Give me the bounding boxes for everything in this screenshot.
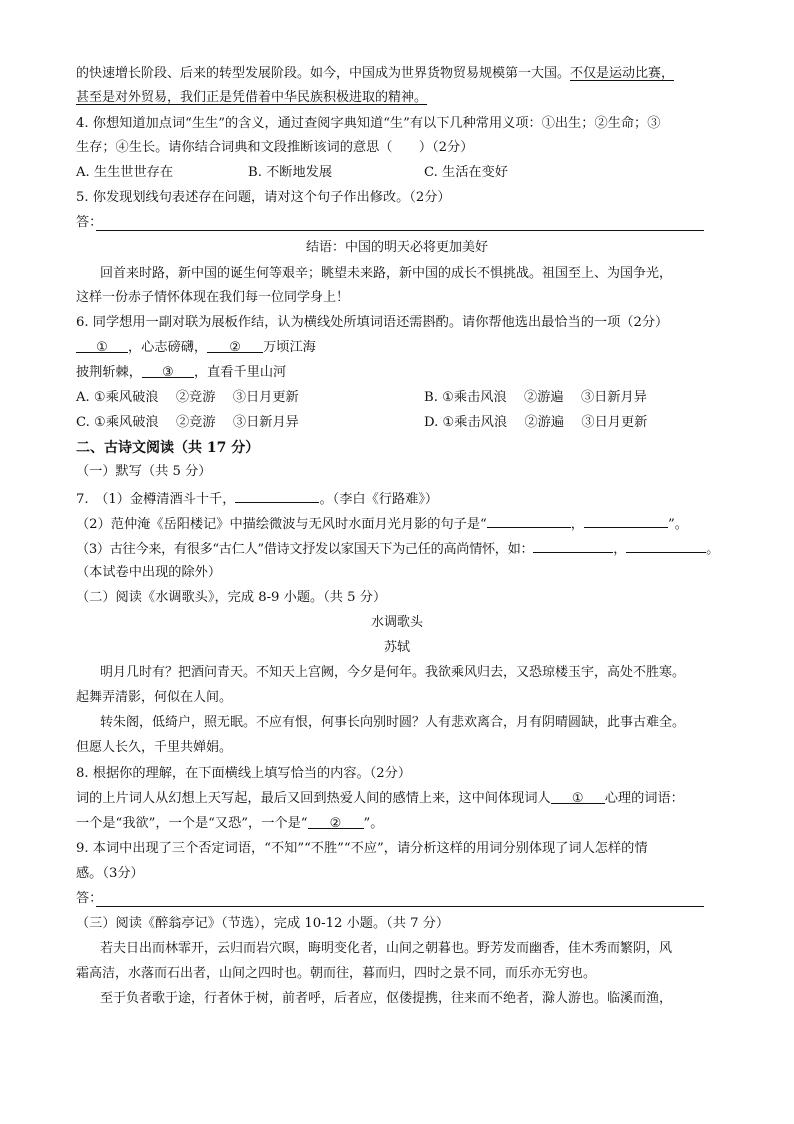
q6-option-d[interactable]: D. ①乘击风浪 ②游遍 ③日月更新 (424, 415, 648, 430)
q4-option-c[interactable]: C. 生活在变好 (424, 165, 508, 180)
underlined-sentence: 不仅是运动比赛， (570, 66, 675, 81)
q6-option-a[interactable]: A. ①乘风破浪 ②竞游 ③日月更新 (76, 390, 299, 405)
q8-text: 一个是“我欲”，一个是“又恐”，一个是“ (76, 816, 308, 831)
prose-para-2: 至于负者歌于途，行者休于树，前者呼，后者应，伛偻提携，往来而不绝者，滁人游也。临溪而渔， (100, 991, 673, 1006)
q7-text: 。（李白《行路难》） (319, 492, 439, 507)
section-title: 二、古诗文阅读（共 17 分） (76, 440, 260, 456)
q8-text: 词的上片词人从幻想上天写起，最后又回到热爱人间的感情上来，这中间体现词人 (76, 791, 551, 806)
q7-blank-1[interactable] (235, 488, 319, 503)
q8-text: 心理的词语： (604, 791, 684, 806)
poem-title: 水调歌头 (370, 615, 423, 630)
q6-option-c[interactable]: C. ①乘风破浪 ②竞游 ③日新月异 (76, 415, 299, 430)
q8-line-2 (76, 814, 383, 834)
q8-blank-1[interactable]: ① (551, 789, 605, 804)
couplet-blank-2[interactable]: ② (207, 338, 263, 353)
conclusion-para-2: 这样一份赤子情怀体现在我们每一位同学身上！ (76, 290, 350, 305)
q4-stem-line2: 生存；④生长。请你结合词典和文段推断该词的意思（ ）（2分） (76, 140, 474, 155)
couplet-text: 披荆斩棘， (76, 365, 142, 380)
couplet-text: ，直看千里山河 (193, 365, 287, 380)
q7-text: 。 (706, 542, 719, 557)
subsection-title-1: （一）默写（共 5 分） (76, 464, 212, 479)
q7-part-2 (76, 513, 688, 535)
conclusion-para-1: 回首来时路，新中国的诞生何等艰辛；眺望未来路，新中国的成长不惧挑战。祖国至上、为国争光， (100, 266, 673, 281)
poem-para-2: 转朱阁，低绮户，照无眠。不应有恨，何事长向别时圆？人有悲欢离合，月有阴晴圆缺，此事古难全。 (100, 715, 686, 730)
q6-stem: 6. 同学想用一副对联为展板作结，认为横线处所填词语还需斟酌。请你帮他选出最恰当的一项（2分） (76, 315, 669, 330)
prose-para-1: 若夫日出而林霏开，云归而岩穴暝，晦明变化者，山间之朝暮也。野芳发而幽香，佳木秀而繁阴，风 (100, 941, 673, 956)
q7-text: ， (570, 517, 584, 532)
q8-blank-2[interactable]: ② (308, 814, 364, 829)
q7-blank-5[interactable] (626, 538, 706, 553)
q7-note: （本试卷中出现的除外） (76, 565, 222, 580)
q8-stem: 8. 根据你的理解，在下面横线上填写恰当的内容。（2分） (76, 766, 412, 781)
couplet-blank-3[interactable]: ③ (142, 363, 194, 378)
subsection-title-3: （三）阅读《醉翁亭记》（节选），完成 10-12 小题。（共 7 分） (76, 916, 450, 931)
q7-text: ， (613, 542, 627, 557)
q7-text: （2）范仲淹《岳阳楼记》中描绘微波与无风时水面月光月影的句子是“ (76, 517, 487, 532)
q9-answer-label: 答： (76, 891, 103, 906)
q5-answer-label: 答： (76, 215, 103, 230)
conclusion-heading: 结语：中国的明天必将更加美好 (305, 240, 488, 255)
q7-text: （3）古往今来，有很多“古仁人”借诗文抒发以家国天下为己任的高尚情怀，如： (76, 542, 534, 557)
q7-blank-4[interactable] (533, 538, 613, 553)
couplet-text: 万顷江海 (263, 340, 316, 355)
q7-blank-3[interactable] (584, 513, 668, 528)
q8-text: ”。 (363, 816, 384, 831)
q9-answer-line[interactable] (96, 906, 704, 907)
q7-part-3 (76, 538, 719, 560)
q7-text: ”。 (667, 517, 688, 532)
underlined-sentence-cont: 甚至是对外贸易，我们正是凭借着中华民族积极进取的精神。 (76, 90, 428, 105)
q9-stem-line2: 感。（3分） (76, 866, 144, 881)
q7-text: 7. （1）金樽清酒斗十千， (76, 492, 236, 507)
q9-stem-line1: 9. 本词中出现了三个否定词语，“不知”“不胜”“不应”，请分析这样的用词分别体现了词人怎样的情 (76, 841, 648, 856)
poem-author: 苏轼 (383, 640, 410, 655)
q5-stem: 5. 你发现划线句表述存在问题，请对这个句子作出修改。（2分） (76, 190, 451, 205)
intro-text: 的快速增长阶段、后来的转型发展阶段。如今，中国成为世界货物贸易规模第一大国。 (76, 66, 571, 81)
q4-option-b[interactable]: B. 不断地发展 (248, 165, 333, 180)
couplet-line-2 (76, 363, 286, 383)
q4-option-a[interactable]: A. 生生世世存在 (76, 165, 174, 180)
q4-stem-line1: 4. 你想知道加点词“生生”的含义，通过查阅字典知道“生”有以下几种常用义项：①出生；②生命；③ (76, 116, 661, 131)
poem-para-1: 明月几时有？把酒问青天。不知天上宫阙，今夕是何年。我欲乘风归去，又恐琼楼玉宇，高处不胜寒。 (100, 665, 686, 680)
couplet-text: ，心志磅礴， (128, 340, 208, 355)
intro-line-1 (76, 64, 674, 84)
poem-para-2-cont: 但愿人长久，千里共婵娟。 (76, 740, 233, 755)
poem-para-1-cont: 起舞弄清影，何似在人间。 (76, 690, 233, 705)
q7-blank-2[interactable] (487, 513, 571, 528)
prose-para-1-cont: 霜高洁，水落而石出者，山间之四时也。朝而往，暮而归，四时之景不同，而乐亦无穷也。 (76, 966, 597, 981)
couplet-blank-1[interactable]: ① (76, 338, 128, 353)
subsection-title-2: （二）阅读《水调歌头》，完成 8-9 小题。（共 5 分） (76, 590, 387, 605)
couplet-line-1 (76, 338, 316, 358)
q6-option-b[interactable]: B. ①乘击风浪 ②游遍 ③日新月异 (424, 390, 647, 405)
q5-answer-line[interactable] (96, 230, 704, 231)
q7-part-1 (76, 488, 438, 510)
q8-line-1 (76, 789, 684, 809)
